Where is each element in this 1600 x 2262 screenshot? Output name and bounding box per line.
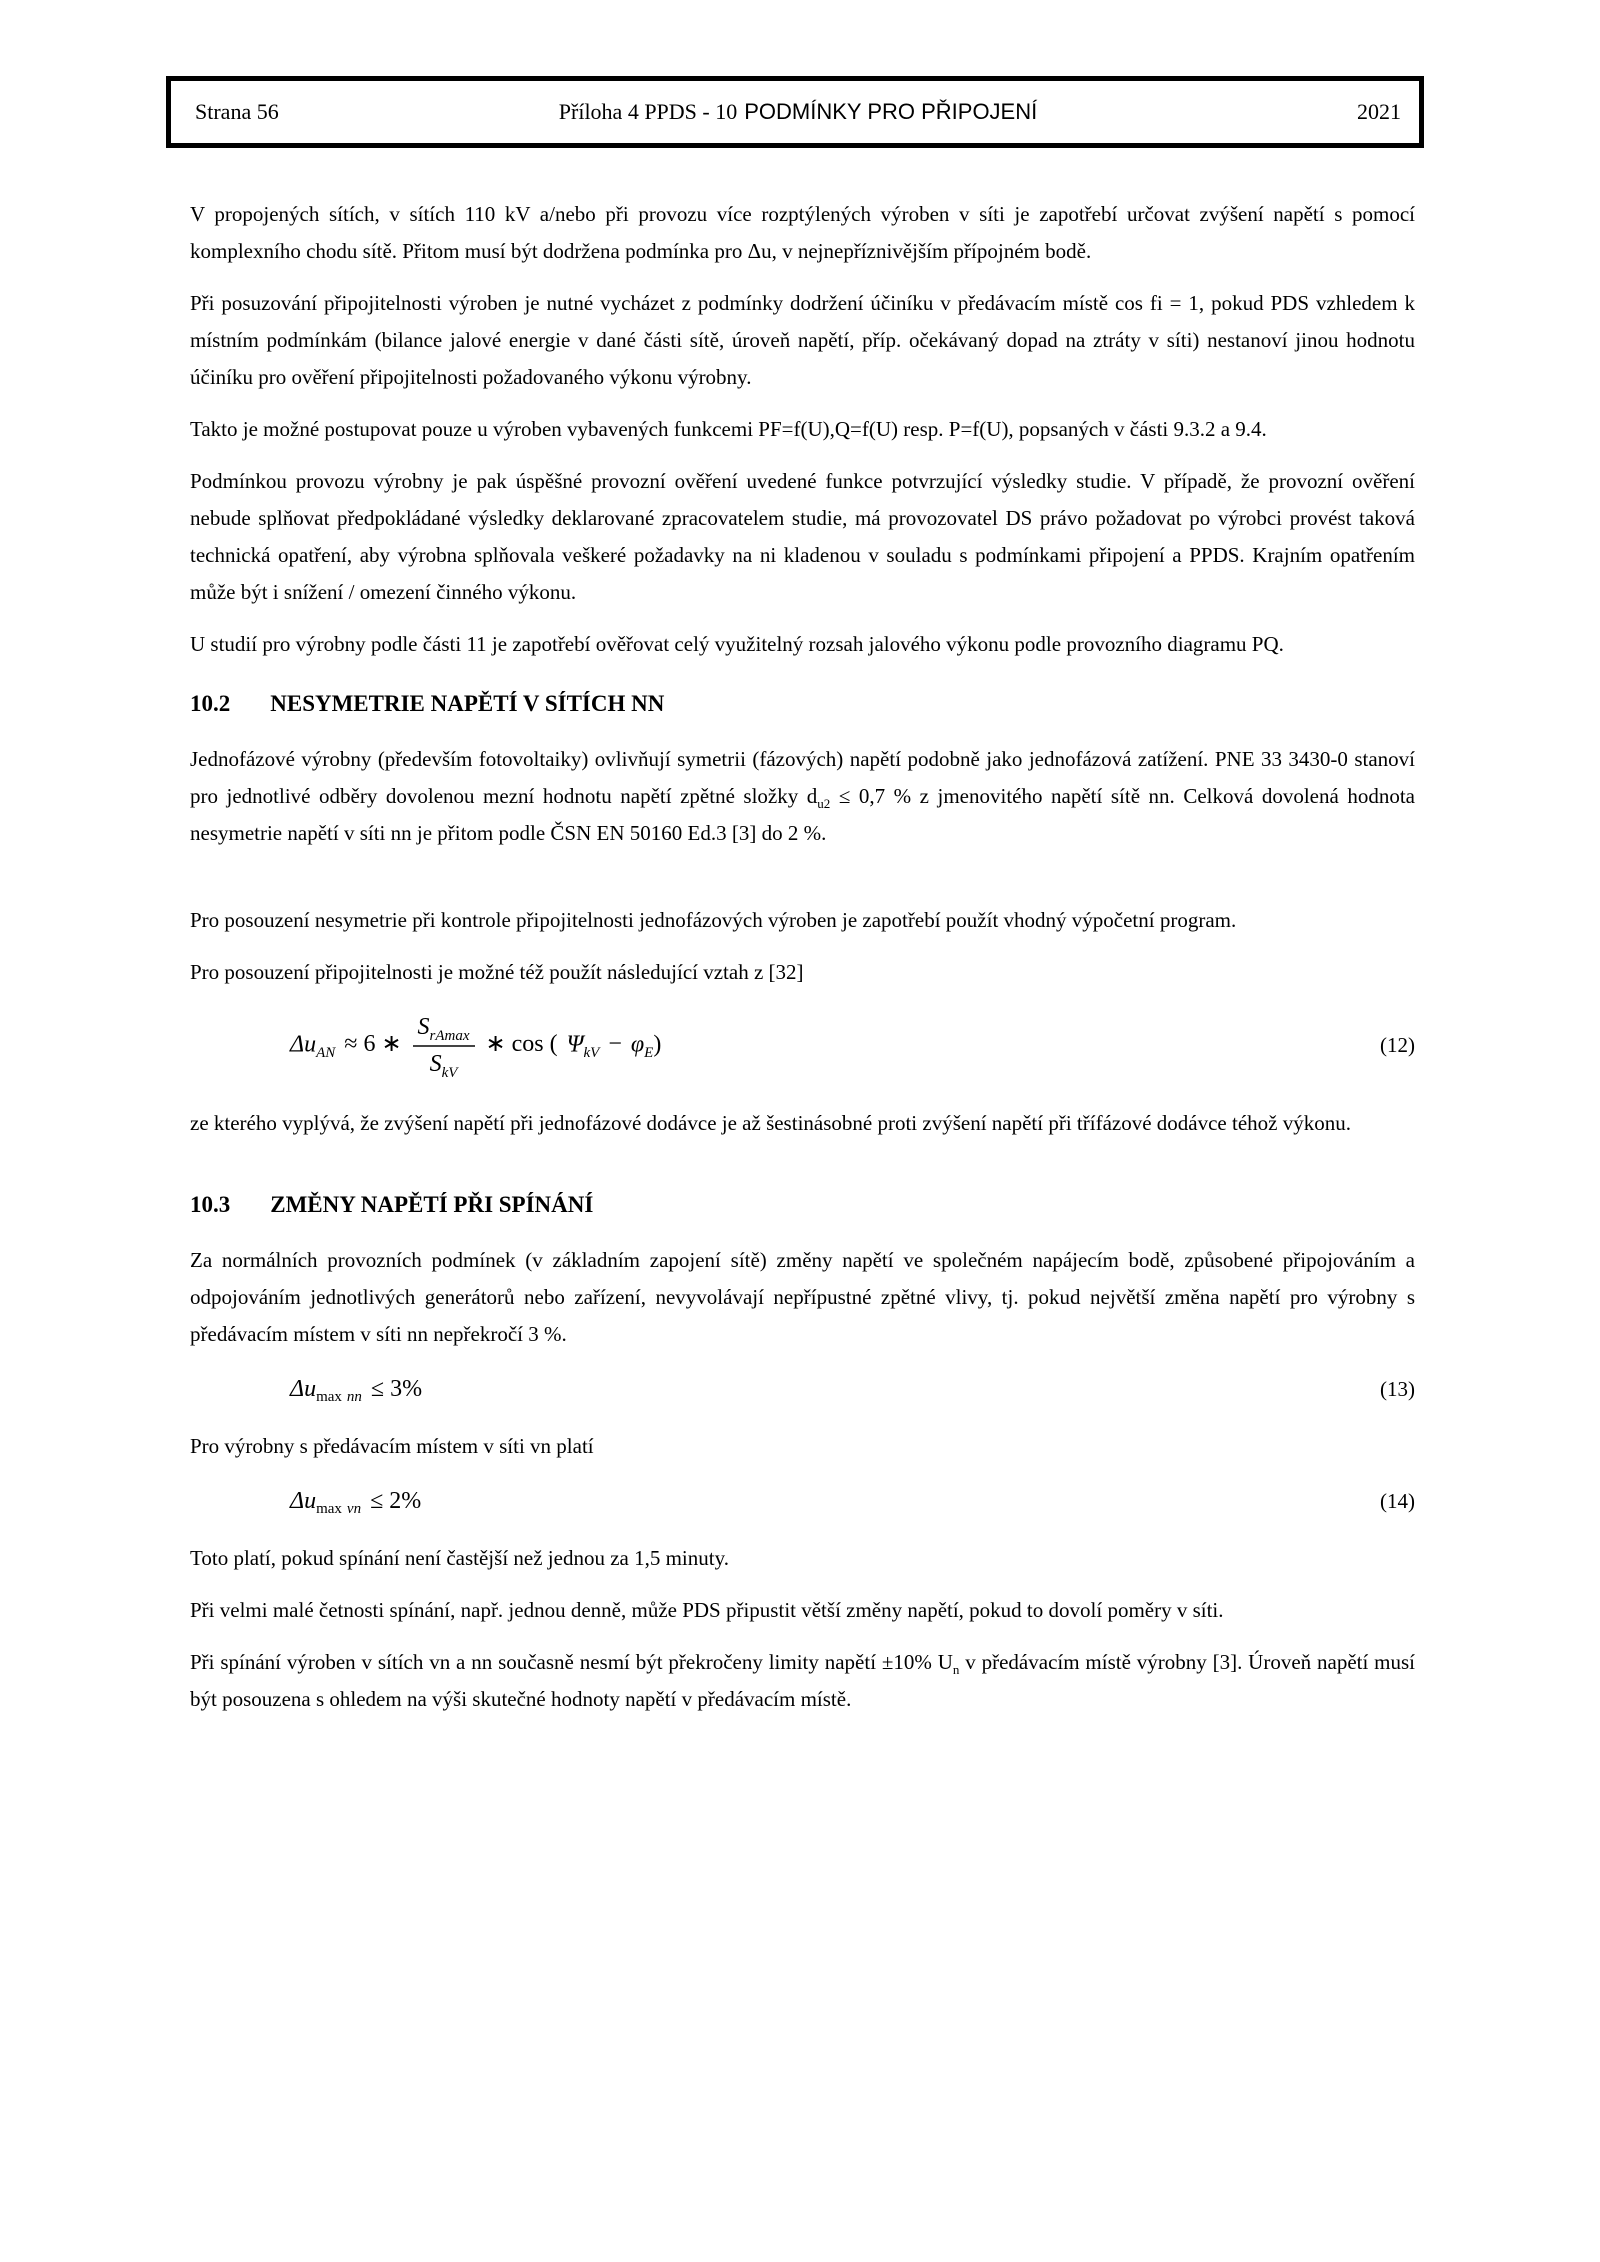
paragraph-11: Pro výrobny s předávacím místem v síti vn platí: [190, 1433, 594, 1458]
equation-relation: ≤ 2%: [370, 1487, 422, 1514]
equation-subscript: kV: [583, 1045, 600, 1062]
paragraph-14: [190, 1644, 1415, 1718]
equation-number-12: (12): [1380, 1033, 1415, 1058]
section-title: NESYMETRIE NAPĚTÍ V SÍTÍCH NN: [270, 691, 665, 716]
equation-symbol: Δu: [290, 1487, 317, 1514]
header-title: [445, 99, 1151, 125]
equation-12-expression: [290, 1013, 661, 1079]
equation-13-expression: [290, 1375, 431, 1404]
fraction-numerator: [413, 1013, 475, 1045]
equation-subscript: AN: [316, 1045, 336, 1062]
paragraph-3: Takto je možné postupovat pouze u výroben vybavených funkcemi PF=f(U),Q=f(U) resp. P=f(U), popsaných v části 9.3.2 a 9.4.: [190, 417, 1267, 441]
equation-operator: ∗ cos (: [485, 1031, 558, 1058]
paragraph-13: Při velmi malé četnosti spínání, např. jednou denně, může PDS připustit větší změny napětí, pokud to dovolí poměry v síti.: [190, 1597, 1224, 1622]
paragraph-5: U studií pro výrobny podle části 11 je zapotřebí ověřovat celý využitelný rozsah jalového výkonu podle provozního diagramu PQ.: [190, 632, 1284, 656]
fraction-denominator: [413, 1045, 475, 1079]
section-number: 10.3: [190, 1191, 231, 1217]
paragraph-8: Pro posouzení připojitelnosti je možné též použít následující vztah z [32]: [190, 960, 804, 984]
paragraph-12: Toto platí, pokud spínání není častější než jednou za 1,5 minuty.: [190, 1545, 729, 1570]
paragraph-7: Pro posouzení nesymetrie při kontrole připojitelnosti jednofázových výroben je zapotřebí použít vhodný výpočetní program.: [190, 908, 1237, 932]
paragraph-6-subscript: u2: [817, 796, 831, 812]
page-header: [166, 76, 1424, 148]
equation-subscript: vn: [346, 1501, 362, 1518]
paragraph-14-subscript: n: [952, 1661, 960, 1677]
paragraph-4: Podmínkou provozu výrobny je pak úspěšné provozní ověření uvedené funkce potvrzující výsledky studie. V případě, že provozní ověření nebude splňovat předpokládané výsledky deklarované zpracovatelem studie, má provozovatel DS právo požadovat po výrobci provést taková technická opatření, aby výrobna splňovala veškeré požadavky na ni kladenou v souladu s podmínkami připojení a PPDS. Krajním opatřením může být i snížení / omezení činného výkonu.: [190, 469, 1415, 604]
paragraph-14-text-2: v předávacím místě výrobny [3]. Úroveň napětí musí být posouzena s ohledem na výši skutečné hodnoty napětí v předávacím místě.: [190, 1649, 1415, 1711]
paragraph-2: Při posuzování připojitelnosti výroben je nutné vycházet z podmínky dodržení účiníku v předávacím místě cos fi = 1, pokud PDS vzhledem k místním podmínkám (bilance jalové energie v dané části sítě, úroveň napětí, příp. očekávaný dopad na ztráty v síti) nestanoví jinou hodnotu účiníku pro ověření připojitelnosti požadovaného výkonu výrobny.: [190, 291, 1415, 389]
section-heading-10-2: [190, 689, 1415, 719]
header-page-number: Strana 56: [195, 99, 279, 124]
paragraph-6: [190, 741, 1415, 852]
equation-symbol: φ: [630, 1031, 645, 1058]
equation-operator: ≈ 6 ∗: [344, 1031, 402, 1058]
equation-symbol: Ψ: [566, 1031, 584, 1058]
equation-subscript: rAmax: [429, 1027, 470, 1044]
section-heading-10-3: [190, 1190, 1415, 1220]
equation-subscript: max: [316, 1501, 342, 1518]
equation-subscript: E: [644, 1045, 654, 1062]
equation-relation: ≤ 3%: [370, 1375, 423, 1402]
equation-number-14: (14): [1380, 1488, 1415, 1513]
equation-14: [190, 1483, 1415, 1520]
document-body: [190, 196, 1415, 1733]
paragraph-10: Za normálních provozních podmínek (v základním zapojení sítě) změny napětí ve společném napájecím bodě, způsobené připojováním a odpojováním jednotlivých generátorů nebo zařízení, nevyvolávají nepřípustné zpětné vlivy, tj. pokud největší změna napětí pro výrobny s předávacím místem v síti nn nepřekročí 3 %.: [190, 1247, 1415, 1346]
equation-operator: ): [653, 1031, 662, 1058]
section-title: ZMĚNY NAPĚTÍ PŘI SPÍNÁNÍ: [270, 1191, 594, 1217]
equation-12: [190, 1013, 1415, 1079]
equation-symbol: S: [417, 1014, 430, 1040]
paragraph-9: ze kterého vyplývá, že zvýšení napětí při jednofázové dodávce je až šestinásobné proti zvýšení napětí při třífázové dodávce téhož výkonu.: [190, 1110, 1351, 1135]
section-number: 10.2: [190, 691, 231, 716]
equation-13: [190, 1371, 1415, 1408]
equation-symbol: Δu: [290, 1031, 317, 1058]
paragraph-14-text-1: Při spínání výroben v sítích vn a nn současně nesmí být překročeny limity napětí ±10% U: [190, 1649, 953, 1674]
equation-fraction: [413, 1013, 475, 1079]
header-title-serif: Příloha 4 PPDS - 10: [558, 99, 738, 124]
paragraph-6-text-1: Jednofázové výrobny (především fotovoltaiky) ovlivňují symetrii (fázových) napětí podobně jako jednofázová zatížení. PNE 33 3430-0 stanoví pro jednotlivé odběry dovolenou mezní hodnotu napětí zpětné složky d: [190, 747, 1415, 808]
equation-14-expression: [290, 1487, 430, 1516]
equation-symbol: S: [429, 1050, 442, 1077]
equation-subscript: nn: [346, 1389, 362, 1406]
equation-subscript: kV: [441, 1064, 458, 1081]
paragraph-6-text-2: ≤ 0,7 % z jmenovitého napětí sítě nn. Celková dovolená hodnota nesymetrie napětí v síti nn je přitom podle ČSN EN 50160 Ed.3 [3] do 2 %.: [190, 784, 1415, 845]
header-title-sans: PODMÍNKY PRO PŘIPOJENÍ: [744, 99, 1038, 124]
equation-symbol: Δu: [290, 1375, 317, 1402]
equation-subscript: max: [316, 1389, 342, 1406]
equation-operator: −: [608, 1031, 622, 1058]
equation-number-13: (13): [1380, 1376, 1415, 1401]
paragraph-1: V propojených sítích, v sítích 110 kV a/nebo při provozu více rozptýlených výroben v síti je zapotřebí určovat zvýšení napětí s pomocí komplexního chodu sítě. Přitom musí být dodržena podmínka pro Δu, v nejnepříznivějším přípojném bodě.: [190, 202, 1415, 263]
header-year: 2021: [1357, 99, 1401, 124]
